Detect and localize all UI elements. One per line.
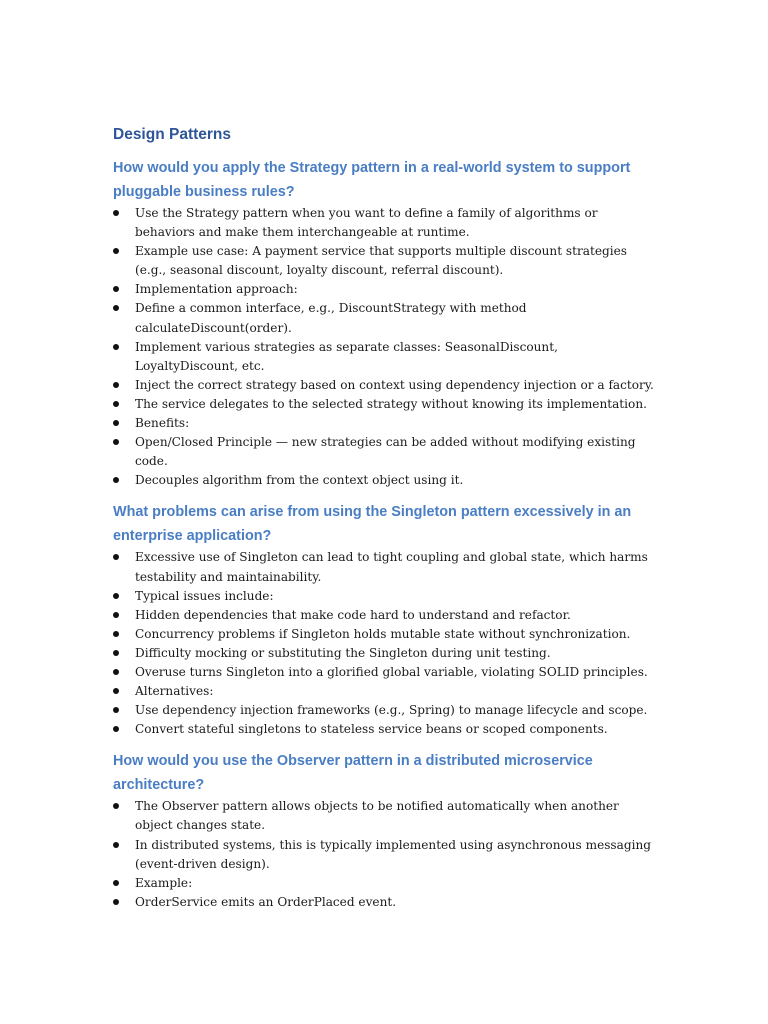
list-item <box>113 587 658 606</box>
section-singleton-pattern <box>113 500 658 739</box>
list-item <box>113 338 658 376</box>
bullet-dot-icon <box>113 669 119 675</box>
bullet-dot-icon <box>113 726 119 732</box>
bullet-dot-icon <box>113 554 119 560</box>
bullet-dot-icon <box>113 803 119 809</box>
list-item-text: Concurrency problems if Singleton holds mutable state without synchronization. <box>135 626 631 641</box>
list-item <box>113 606 658 625</box>
list-item-text: Convert stateful singletons to stateless service beans or scoped components. <box>135 722 608 737</box>
bullet-dot-icon <box>113 842 119 848</box>
list-item <box>113 701 658 720</box>
bullet-dot-icon <box>113 210 119 216</box>
list-item <box>113 893 658 912</box>
list-item-text: OrderService emits an OrderPlaced event. <box>135 894 397 909</box>
bullet-dot-icon <box>113 688 119 694</box>
list-item <box>113 204 658 242</box>
bullet-dot-icon <box>113 650 119 656</box>
list-item-text: Example use case: A payment service that supports multiple discount strategies (e.g., seasonal discount, loyalty discount, referral discount). <box>135 244 627 278</box>
bullet-list <box>113 548 658 739</box>
list-item <box>113 644 658 663</box>
bullet-dot-icon <box>113 880 119 886</box>
bullet-dot-icon <box>113 248 119 254</box>
list-item-text: The Observer pattern allows objects to be notified automatically when another object changes state. <box>135 799 619 833</box>
document-content <box>113 124 658 922</box>
bullet-dot-icon <box>113 899 119 905</box>
list-item <box>113 376 658 395</box>
bullet-dot-icon <box>113 305 119 311</box>
section-question: How would you use the Observer pattern in a distributed microservice architecture? <box>113 753 593 794</box>
bullet-dot-icon <box>113 612 119 618</box>
list-item <box>113 682 658 701</box>
list-item-text: Use dependency injection frameworks (e.g., Spring) to manage lifecycle and scope. <box>135 703 648 718</box>
list-item <box>113 625 658 644</box>
section-question: How would you apply the Strategy pattern in a real-world system to support pluggable business rules? <box>113 160 631 200</box>
list-item-text: Excessive use of Singleton can lead to tight coupling and global state, which harms testability and maintainability. <box>135 550 648 584</box>
list-item-text: Difficulty mocking or substituting the Singleton during unit testing. <box>135 645 551 660</box>
list-item-text: Example: <box>135 875 193 890</box>
list-item <box>113 299 658 337</box>
section-observer-pattern <box>113 749 658 912</box>
list-item-text: The service delegates to the selected strategy without knowing its implementation. <box>135 396 647 411</box>
list-item-text: Implementation approach: <box>135 282 298 297</box>
bullet-dot-icon <box>113 286 119 292</box>
list-item <box>113 663 658 682</box>
list-item-text: In distributed systems, this is typically implemented using asynchronous messaging (event-driven design). <box>135 837 651 871</box>
list-item-text: Benefits: <box>135 416 190 431</box>
list-item <box>113 797 658 835</box>
bullet-dot-icon <box>113 420 119 426</box>
list-item-text: Decouples algorithm from the context object using it. <box>135 473 464 488</box>
bullet-dot-icon <box>113 401 119 407</box>
list-item <box>113 471 658 490</box>
bullet-list <box>113 797 658 912</box>
list-item-text: Overuse turns Singleton into a glorified global variable, violating SOLID principles. <box>135 664 648 679</box>
bullet-list <box>113 204 658 490</box>
list-item <box>113 280 658 299</box>
section-strategy-pattern <box>113 156 658 490</box>
list-item <box>113 395 658 414</box>
list-item-text: Alternatives: <box>135 684 214 699</box>
list-item-text: Inject the correct strategy based on context using dependency injection or a factory. <box>135 377 654 392</box>
list-item-text: Open/Closed Principle — new strategies can be added without modifying existing code. <box>135 435 636 469</box>
list-item-text: Implement various strategies as separate classes: SeasonalDiscount, LoyaltyDiscount, etc. <box>135 339 558 373</box>
bullet-dot-icon <box>113 382 119 388</box>
bullet-dot-icon <box>113 631 119 637</box>
list-item <box>113 414 658 433</box>
list-item <box>113 433 658 471</box>
document-title: Design Patterns <box>113 126 232 143</box>
list-item-text: Define a common interface, e.g., DiscountStrategy with method calculateDiscount(order). <box>135 301 527 335</box>
list-item <box>113 242 658 280</box>
bullet-dot-icon <box>113 707 119 713</box>
list-item-text: Use the Strategy pattern when you want to define a family of algorithms or behaviors and make them interchangeable at runtime. <box>135 206 598 240</box>
list-item <box>113 548 658 586</box>
list-item <box>113 720 658 739</box>
bullet-dot-icon <box>113 477 119 483</box>
bullet-dot-icon <box>113 344 119 350</box>
bullet-dot-icon <box>113 439 119 445</box>
section-question: What problems can arise from using the Singleton pattern excessively in an enterprise application? <box>113 504 632 545</box>
list-item <box>113 874 658 893</box>
list-item-text: Typical issues include: <box>135 588 274 603</box>
list-item <box>113 836 658 874</box>
bullet-dot-icon <box>113 593 119 599</box>
list-item-text: Hidden dependencies that make code hard to understand and refactor. <box>135 607 571 622</box>
